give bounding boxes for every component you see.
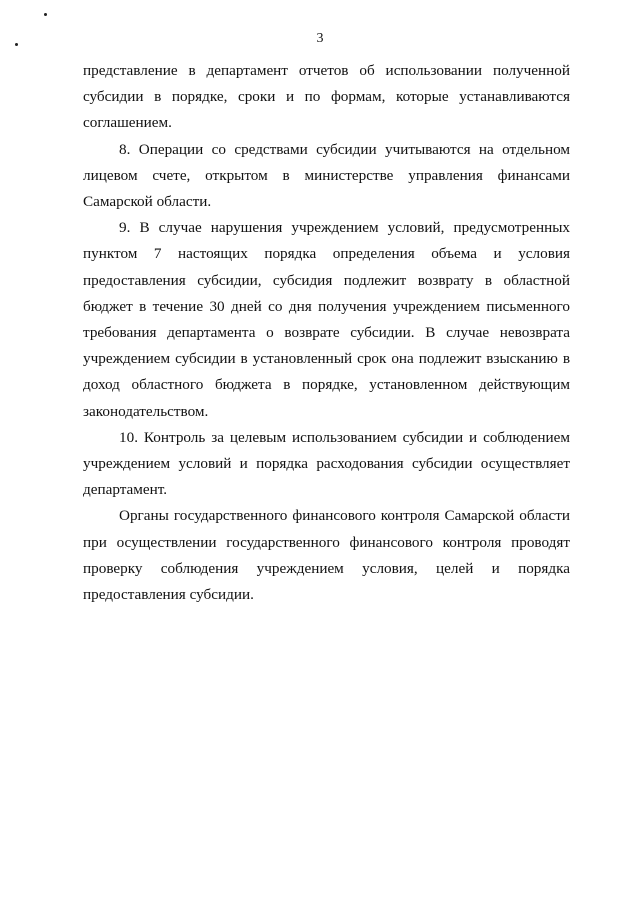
paragraph-control-bodies: Органы государственного финансового контроля Самарской области при осуществлении государственного финансового контроля проводят проверку соблюдения учреждением условия, целей и порядка предоставления субсидии. — [83, 507, 570, 604]
document-body — [83, 58, 570, 608]
paragraph-item-8: 8. Операции со средствами субсидии учитываются на отдельном лицевом счете, открытом в министерстве управления финансами Самарской области. — [83, 140, 570, 211]
paragraph-continuation: представление в департамент отчетов об использовании полученной субсидии в порядке, сроки и по формам, которые устанавливаются соглашением. — [83, 62, 570, 132]
paragraph-item-10: 10. Контроль за целевым использованием субсидии и соблюдением учреждением условий и порядка расходования субсидии осуществляет департамент. — [83, 428, 570, 499]
scan-artifact-dot — [44, 13, 47, 16]
paragraph-item-9: 9. В случае нарушения учреждением условий, предусмотренных пунктом 7 настоящих порядка определения объема и условия предоставления субсидии, субсидия подлежит возврату в областной бюджет в течение 30 дней со дня получения учреждением письменного требования департамента о возврате субсидии. В случае невозврата учреждением субсидии в установленный срок она подлежит взысканию в доход областного бюджета в порядке, установленном действующим законодательством. — [83, 219, 570, 420]
page-number: 3 — [316, 31, 324, 46]
